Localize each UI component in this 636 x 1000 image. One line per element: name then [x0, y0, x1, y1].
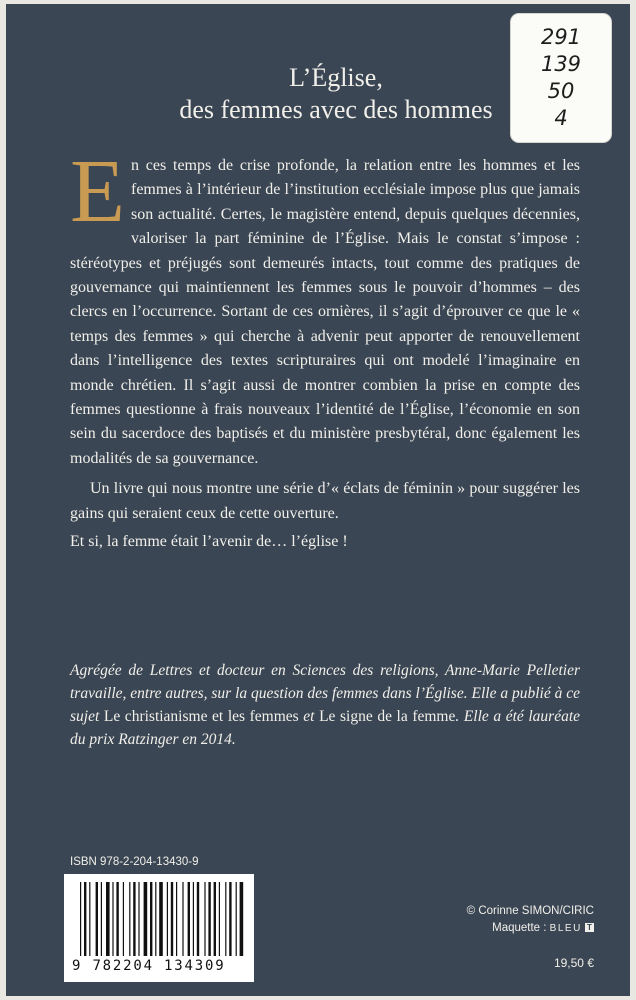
barcode-bar — [96, 882, 98, 956]
barcode-bar — [176, 882, 177, 956]
blurb — [70, 142, 580, 555]
photo-credit: © Corinne SIMON/CIRIC — [466, 905, 594, 917]
barcode-bar — [197, 882, 199, 956]
barcode-bar — [89, 882, 90, 956]
barcode-bar — [219, 882, 220, 956]
barcode-bar — [155, 882, 156, 956]
barcode-bar — [159, 882, 163, 956]
barcode-bar — [84, 882, 86, 956]
author-bio-part-1: Agrégée de Lettres et docteur en Sciences des religions, Anne-Marie Pelletier travaille, entre autres, sur la question des femmes dans l’Église. Elle a publié à ce sujet — [70, 662, 580, 725]
barcode-bars — [64, 874, 254, 960]
sticker-line-1: 291 — [540, 25, 582, 49]
author-bio-part-3: . Elle a été lauréate du prix Ratzinger en 2014. — [70, 708, 581, 748]
sticker-line-3: 50 — [547, 79, 575, 103]
barcode-bar — [214, 882, 216, 956]
barcode-bar — [240, 882, 244, 956]
barcode-bar — [171, 882, 173, 956]
design-brand: BLEU — [549, 923, 582, 934]
barcode-bar — [106, 882, 110, 956]
author-bio — [70, 659, 580, 751]
barcode-bar — [208, 882, 210, 956]
barcode-bar — [112, 882, 113, 956]
title-line-1: L’Église, — [289, 63, 383, 92]
barcode-bar — [138, 882, 139, 956]
book-title — [136, 62, 536, 126]
drop-cap: E — [70, 142, 125, 241]
barcode — [64, 874, 254, 982]
price: 19,50 € — [553, 956, 594, 970]
maquette-label: Maquette : — [492, 922, 550, 934]
barcode-bar — [80, 882, 81, 956]
barcode-bar — [123, 882, 124, 956]
barcode-bar — [133, 882, 135, 956]
barcode-bar — [182, 882, 183, 956]
sticker-line-4: 4 — [554, 106, 568, 130]
blurb-paragraph-2: Un livre qui nous montre une série d’« éclats de féminin » pour suggérer les gains qui seraient ceux de cette ouverture. — [70, 480, 580, 522]
barcode-bar — [204, 882, 205, 956]
blurb-paragraph-1-text: n ces temps de crise profonde, la relation entre les hommes et les femmes à l’intérieur de l’institution ecclésiale impose plus que jamais son actualité. Certes, le magistère entend, depuis quelques décennies, valoriser la part féminine de l’Église. Mais le constat s’impose : stéréotypes et préjugés sont demeurés intacts, tout comme des pratiques de gouvernance qui maintiennent les femmes sous le pouvoir d’hommes – des clercs en l’occurrence. Sortant de ces ornières, il s’agit d’éprouver ce que le « temps des femmes » qui cherche à advenir peut apporter de renouvellement dans l’intelligence des textes scripturaires qui ont modelé l’imaginaire en monde chrétien. Il s’agit aussi de montrer combien la prise en compte des femmes questionne à frais nouveaux l’identité de l’Église, l’économie en son sein du sacerdoce des baptisés et du ministère presbytéral, donc également les modalités de sa gouvernance. — [70, 157, 580, 467]
author-bio-part-2: et — [298, 708, 320, 725]
blurb-paragraph-3: Et si, la femme était l’avenir de… l’église ! — [70, 533, 348, 551]
barcode-bar — [144, 882, 148, 956]
barcode-bar — [229, 882, 231, 956]
blurb-paragraph-1 — [70, 142, 580, 471]
barcode-bar — [150, 882, 152, 956]
barcode-bar — [129, 882, 130, 956]
brand-logo-icon: T — [585, 923, 594, 932]
barcode-bar — [236, 882, 237, 956]
isbn: ISBN 978-2-204-13430-9 — [70, 856, 199, 868]
barcode-digits: 9 782204 134309 — [72, 958, 226, 974]
barcode-bar — [188, 882, 190, 956]
barcode-bar — [116, 882, 118, 956]
book-reference-1: Le christianisme et les femmes — [103, 708, 299, 725]
barcode-bar — [225, 882, 226, 956]
barcode-bar — [193, 882, 194, 956]
book-back-cover — [6, 4, 630, 996]
design-credit — [492, 922, 594, 934]
title-line-2: des femmes avec des hommes — [179, 95, 493, 124]
barcode-bar — [101, 882, 102, 956]
barcode-bar — [167, 882, 168, 956]
book-reference-2: Le signe de la femme — [319, 708, 456, 725]
sticker-line-2: 139 — [540, 52, 582, 76]
